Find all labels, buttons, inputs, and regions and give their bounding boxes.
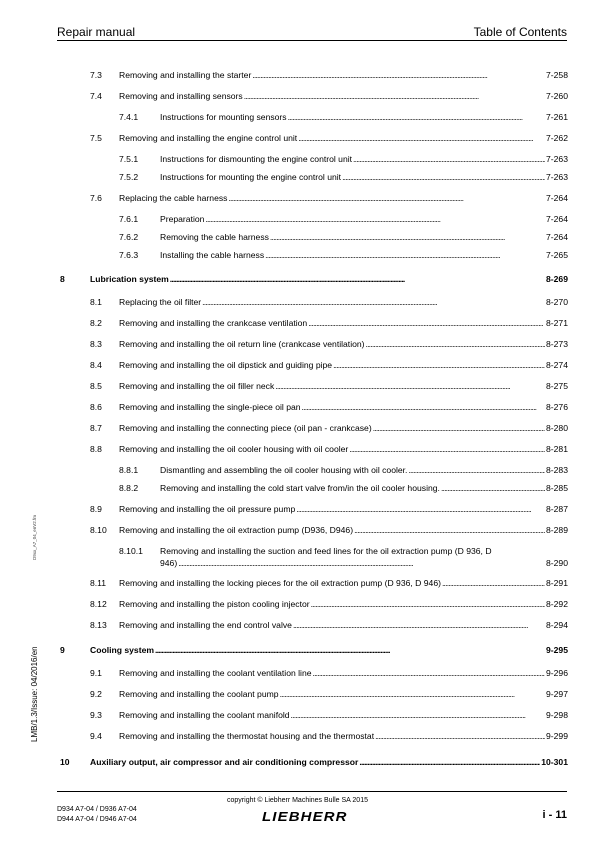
toc-entry-number: 7.6.2 [119,232,139,242]
toc-entry-page: 7-263 [546,154,568,164]
toc-entry-title: Removing and installing the coolant pump [119,689,279,699]
toc-entry-title: Removing and installing the oil extraction pump (D936, D946) [119,525,354,535]
toc-entry-page: 8-285 [546,483,568,493]
toc-entry-page: 7-264 [546,193,568,203]
toc-entry-number: 9.2 [90,689,102,699]
toc-entry-number: 8.6 [90,402,102,412]
toc-entry-title: Removing and installing the coolant manifold [119,710,290,720]
toc-entry-title: Removing and installing the connecting piece (oil pan - crankcase) [119,423,372,433]
toc-entry-page: 8-280 [546,423,568,433]
dot-leader [333,360,545,370]
toc-entry-title: Removing and installing the cold start valve from/in the oil cooler housing. [160,483,440,493]
footer-page-number: i - 11 [542,809,567,821]
toc-entry-page: 8-291 [546,578,568,588]
footer-models-line2: D944 A7-04 / D946 A7-04 [57,816,137,823]
footer-models-line1: D934 A7-04 / D936 A7-04 [57,806,137,813]
toc-entry-number: 8.3 [90,339,102,349]
toc-entry-title: Replacing the cable harness [119,193,228,203]
toc-entry-number: 8.5 [90,381,102,391]
toc-entry-title: Removing and installing the end control valve [119,620,292,630]
toc-entry-title: Removing and installing the oil dipstick and guiding pipe [119,360,333,370]
toc-entry-number: 7.3 [90,70,102,80]
toc-entry-title: Dismantling and assembling the oil cooler housing with oil cooler. [160,465,408,475]
toc-entry-title: Removing and installing the oil return line (crankcase ventilation) [119,339,365,349]
toc-chapter-title: Lubrication system [90,274,169,284]
toc-entry-title: Removing the cable harness [160,232,269,242]
toc-entry-title: Removing and installing the piston cooling injector [119,599,310,609]
dot-leader [442,578,545,588]
toc-entry-number: 7.5.1 [119,154,139,164]
toc-entry-title: Removing and installing the oil cooler housing with oil cooler [119,444,349,454]
header-divider [57,40,567,41]
dot-leader [354,525,545,535]
toc-entry-page: 8-290 [546,558,568,568]
dot-leader [296,504,545,514]
toc-chapter-title: Cooling system [90,645,154,655]
toc-entry-title: Installing the cable harness [160,250,265,260]
toc-entry-number: 9.4 [90,731,102,741]
toc-chapter-page: 8-269 [546,274,568,284]
dot-leader [270,232,545,242]
toc-entry-page: 8-270 [546,297,568,307]
toc-entry-title: Replacing the oil filter [119,297,202,307]
dot-leader [155,645,545,655]
dot-leader [288,112,545,122]
toc-chapter-number: 9 [60,645,65,655]
toc-entry-number: 8.2 [90,318,102,328]
toc-entry-page: 9-296 [546,668,568,678]
toc-chapter-page: 10-301 [541,757,568,767]
dot-leader [308,318,545,328]
toc-entry-page: 7-261 [546,112,568,122]
toc-entry-page: 9-297 [546,689,568,699]
toc-entry-title: Removing and installing the oil filler neck [119,381,275,391]
toc-entry-number: 7.4 [90,91,102,101]
dot-leader [244,91,545,101]
dot-leader [202,297,545,307]
dot-leader [205,214,545,224]
toc-entry-page: 8-292 [546,599,568,609]
toc-entry-number: 9.3 [90,710,102,720]
toc-entry-page: 7-264 [546,232,568,242]
toc-entry-page: 8-289 [546,525,568,535]
dot-leader [228,193,545,203]
dot-leader [302,402,545,412]
toc-entry-title: Removing and installing the oil pressure pump [119,504,296,514]
dot-leader [375,731,545,741]
liebherr-logo: LIEBHERR [262,809,348,824]
toc-entry-title: Removing and installing the crankcase ventilation [119,318,308,328]
toc-entry-page: 7-264 [546,214,568,224]
dot-leader [291,710,545,720]
toc-entry-title: Preparation [160,214,205,224]
toc-chapter-title: Auxiliary output, air compressor and air conditioning compressor [90,757,359,767]
toc-entry-page: 9-299 [546,731,568,741]
dot-leader [441,483,545,493]
dot-leader [342,172,545,182]
toc-entry-page: 8-287 [546,504,568,514]
dot-leader [313,668,545,678]
toc-entry-page: 8-271 [546,318,568,328]
toc-entry-title: 946) [160,558,178,568]
toc-entry-page: 8-274 [546,360,568,370]
toc-entry-title: Removing and installing sensors [119,91,243,101]
toc-entry-title: Instructions for mounting the engine control unit [160,172,342,182]
toc-chapter-page: 9-295 [546,645,568,655]
toc-entry-page: 7-260 [546,91,568,101]
toc-entry-page: 8-273 [546,339,568,349]
toc-entry-title: Removing and installing the coolant ventilation line [119,668,312,678]
toc-entry-number: 7.6.3 [119,250,139,260]
toc-entry-number: 8.13 [90,620,107,630]
footer-copyright: copyright © Liebherr Machines Bulle SA 2015 [227,797,368,804]
toc-entry-page: 7-265 [546,250,568,260]
dot-leader [366,339,545,349]
toc-entry-number: 8.8.1 [119,465,139,475]
dot-leader [275,381,545,391]
dot-leader [252,70,545,80]
toc-entry-page: 7-258 [546,70,568,80]
toc-entry-number: 8.7 [90,423,102,433]
dot-leader [359,757,540,767]
toc-entry-page: 8-294 [546,620,568,630]
toc-entry-number: 8.4 [90,360,102,370]
toc-entry-title: Removing and installing the thermostat housing and the thermostat [119,731,375,741]
toc-entry-page: 8-283 [546,465,568,475]
file-code-vertical: D9xx_A7_04_enV2.fm [32,514,37,560]
toc-entry-page: 7-262 [546,133,568,143]
toc-entry-number: 8.10.1 [119,546,143,556]
toc-entry-number: 8.1 [90,297,102,307]
dot-leader [373,423,545,433]
dot-leader [311,599,545,609]
header-manual-title: Repair manual [57,25,136,39]
dot-leader [353,154,545,164]
toc-entry-number: 8.8.2 [119,483,139,493]
toc-entry-page: 8-281 [546,444,568,454]
toc-entry-title: Removing and installing the engine control unit [119,133,298,143]
toc-entry-title: Instructions for dismounting the engine control unit [160,154,353,164]
toc-entry-page: 9-298 [546,710,568,720]
toc-entry-title: Instructions for mounting sensors [160,112,287,122]
toc-entry-number: 8.10 [90,525,107,535]
dot-leader [170,274,545,284]
footer-divider [57,791,567,792]
toc-entry-title: Removing and installing the single-piece oil pan [119,402,301,412]
toc-entry-number: 8.9 [90,504,102,514]
header-section-title: Table of Contents [473,25,567,39]
toc-entry-page: 7-263 [546,172,568,182]
toc-chapter-number: 10 [60,757,70,767]
toc-entry-title: Removing and installing the locking pieces for the oil extraction pump (D 936, D 946) [119,578,441,588]
toc-entry-number: 8.8 [90,444,102,454]
dot-leader [265,250,545,260]
toc-entry[interactable] [0,546,595,570]
toc-chapter-number: 8 [60,274,65,284]
toc-entry-number: 9.1 [90,668,102,678]
dot-leader [293,620,545,630]
dot-leader [408,465,545,475]
toc-entry-page: 8-276 [546,402,568,412]
toc-entry-number: 7.5 [90,133,102,143]
dot-leader [280,689,545,699]
toc-entry-number: 7.6.1 [119,214,139,224]
dot-leader [349,444,545,454]
toc-entry-number: 7.6 [90,193,102,203]
toc-entry-page: 8-275 [546,381,568,391]
dot-leader [298,133,545,143]
toc-entry-number: 8.11 [90,578,107,588]
toc-entry-number: 8.12 [90,599,107,609]
dot-leader [178,558,545,568]
toc-entry-number: 7.5.2 [119,172,139,182]
toc-entry-title: Removing and installing the starter [119,70,252,80]
toc-entry-number: 7.4.1 [119,112,139,122]
toc-entry-title-line1: Removing and installing the suction and feed lines for the oil extraction pump (D 936, D [160,546,492,556]
issue-label-vertical: LMB/1.3/Issue: 04/2016/en [30,646,39,742]
